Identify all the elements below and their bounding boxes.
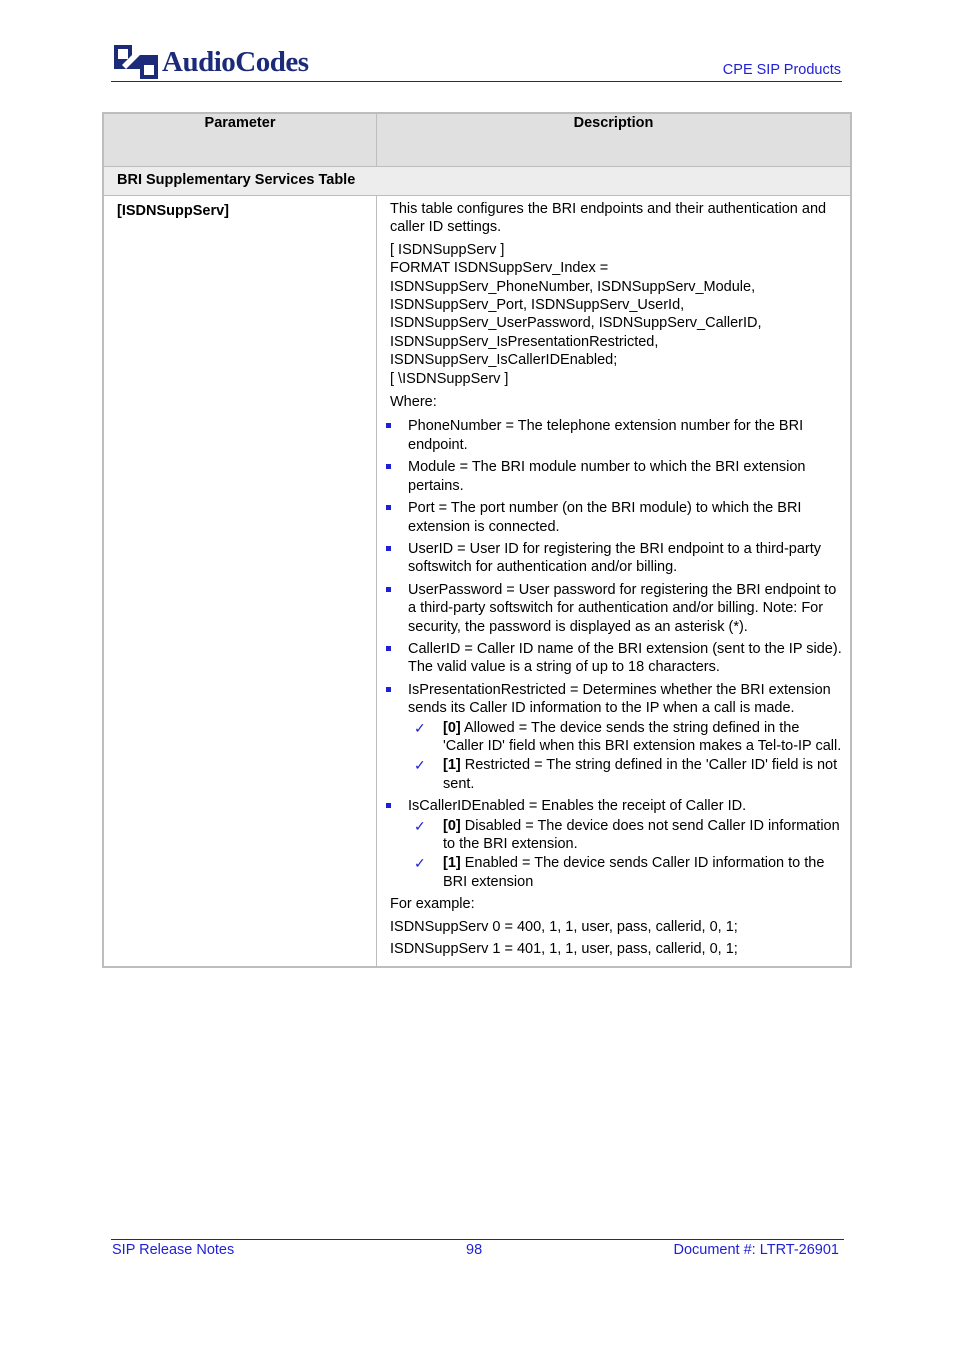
format-line: ISDNSuppServ_IsPresentationRestricted, <box>390 333 659 350</box>
list-item: PhoneNumber = The telephone extension number for the BRI endpoint. <box>390 417 842 454</box>
option-text: Disabled = The device does not send Caller ID information to the BRI extension. <box>443 817 840 852</box>
list-item-text: IsPresentationRestricted = Determines whether the BRI extension sends its Caller ID information to the IP when a call is made. <box>408 681 831 717</box>
parameter-table <box>102 112 852 968</box>
column-header-description: Description <box>377 113 852 167</box>
product-name: CPE SIP Products <box>722 62 841 78</box>
format-line: ISDNSuppServ_PhoneNumber, ISDNSuppServ_Module, <box>390 278 756 295</box>
list-item <box>390 681 842 793</box>
option-text: Enabled = The device sends Caller ID information to the BRI extension <box>443 855 825 890</box>
list-item: Port = The port number (on the BRI module) to which the BRI extension is connected. <box>390 499 842 536</box>
section-title: BRI Supplementary Services Table <box>103 167 851 196</box>
footer-divider <box>111 1239 844 1240</box>
parameter-description <box>377 196 852 968</box>
option-code: [0] <box>443 719 461 736</box>
example-line: ISDNSuppServ 0 = 400, 1, 1, user, pass, callerid, 0, 1; <box>390 918 738 935</box>
option-code: [0] <box>443 817 461 834</box>
format-line: [ \ISDNSuppServ ] <box>390 370 509 387</box>
audiocodes-logo <box>114 44 309 80</box>
list-item <box>390 797 842 891</box>
option-item <box>408 719 842 756</box>
option-list <box>408 719 842 794</box>
table-row <box>103 196 851 968</box>
example-label: For example: <box>390 896 475 913</box>
format-line: ISDNSuppServ_Port, ISDNSuppServ_UserId, <box>390 297 685 314</box>
list-item: UserID = User ID for registering the BRI endpoint to a third-party softswitch for authentication and/or billing. <box>390 540 842 577</box>
document-number: Document #: LTRT-26901 <box>673 1242 839 1258</box>
example-line: ISDNSuppServ 1 = 401, 1, 1, user, pass, callerid, 0, 1; <box>390 941 738 958</box>
list-item: CallerID = Caller ID name of the BRI extension (sent to the IP side). The valid value is a string of up to 18 characters. <box>390 640 842 677</box>
option-item <box>408 854 842 891</box>
section-row <box>103 167 851 196</box>
format-line: [ ISDNSuppServ ] <box>390 241 505 258</box>
column-header-parameter: Parameter <box>103 113 377 167</box>
checkmark-icon: ✓ <box>414 719 426 736</box>
format-block <box>390 241 842 388</box>
list-item-text: IsCallerIDEnabled = Enables the receipt of Caller ID. <box>408 798 747 815</box>
checkmark-icon: ✓ <box>414 817 426 834</box>
option-code: [1] <box>443 757 461 774</box>
format-line: ISDNSuppServ_IsCallerIDEnabled; <box>390 352 618 369</box>
where-label: Where: <box>390 394 437 411</box>
header-divider <box>111 81 842 82</box>
field-list <box>390 417 842 891</box>
option-text: Restricted = The string defined in the 'Caller ID' field is not sent. <box>443 757 838 792</box>
parameter-name: [ISDNSuppServ] <box>103 196 377 968</box>
footer-doc-title: SIP Release Notes <box>112 1242 235 1258</box>
description-intro: This table configures the BRI endpoints and their authentication and caller ID settings. <box>390 201 827 236</box>
audiocodes-logo-icon <box>114 45 158 79</box>
format-line: FORMAT ISDNSuppServ_Index = <box>390 260 609 277</box>
option-list <box>408 817 842 892</box>
option-code: [1] <box>443 855 461 872</box>
list-item: UserPassword = User password for registering the BRI endpoint to a third-party softswitch for authentication and/or billing. Note: For security, the password is displayed as an asterisk (*). <box>390 581 842 636</box>
checkmark-icon: ✓ <box>414 855 426 872</box>
format-line: ISDNSuppServ_UserPassword, ISDNSuppServ_CallerID, <box>390 315 762 332</box>
checkmark-icon: ✓ <box>414 757 426 774</box>
table-header-row <box>103 113 851 167</box>
option-item <box>408 756 842 793</box>
option-item <box>408 817 842 854</box>
page-number: 98 <box>466 1242 483 1258</box>
logo-text: AudioCodes <box>162 45 309 78</box>
list-item: Module = The BRI module number to which the BRI extension pertains. <box>390 458 842 495</box>
option-text: Allowed = The device sends the string defined in the 'Caller ID' field when this BRI extension makes a Tel-to-IP call. <box>443 719 842 754</box>
